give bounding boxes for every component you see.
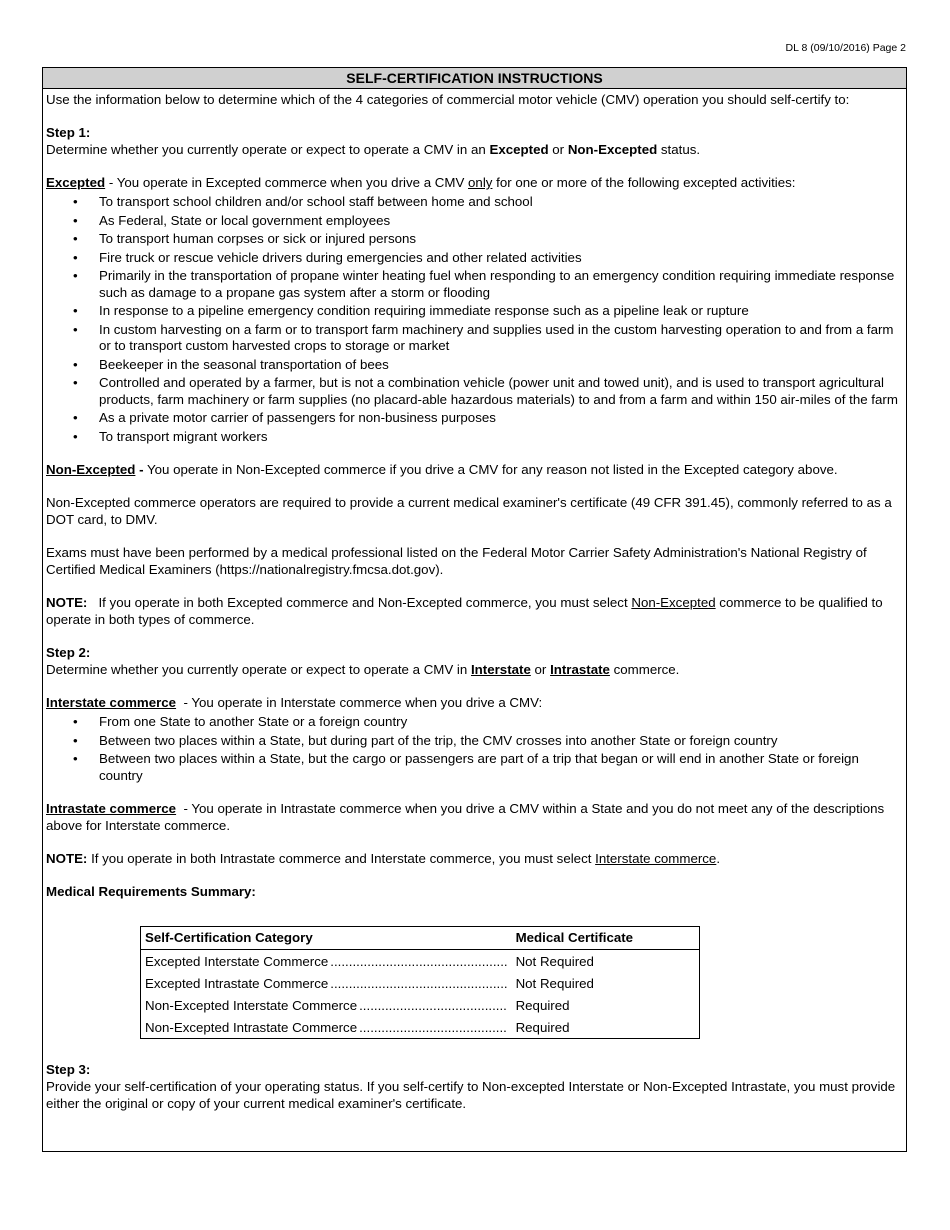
excepted-term: Excepted (46, 175, 106, 190)
list-item: • Between two places within a State, but during part of the trip, the CMV crosses into another State or foreign country (46, 733, 906, 750)
list-item: • Between two places within a State, but the cargo or passengers are part of a trip that began or will end in another State or foreign country (46, 751, 906, 784)
note-excepted: NOTE: If you operate in both Excepted commerce and Non-Excepted commerce, you must select Non-Excepted commerce to be qualified to operate in both types of commerce. (46, 595, 883, 627)
list-item: • From one State to another State or a foreign country (46, 714, 906, 731)
list-item: • Controlled and operated by a farmer, but is not a combination vehicle (power unit and towed unit), and is used to transport agricultural products, farm machinery or farm supplies (no placard-able hazardous materials) to and from a farm and within 150 air-miles of the farm (46, 375, 906, 408)
intrastate-definition: Intrastate commerce - You operate in Intrastate commerce when you drive a CMV within a State and you do not meet any of the descriptions above for Interstate commerce. (46, 801, 888, 833)
list-item: • Fire truck or rescue vehicle drivers during emergencies and other related activities (46, 250, 906, 267)
non-excepted-requirement: Non-Excepted commerce operators are required to provide a current medical examiner's certificate (49 CFR 391.45), commonly referred to as a DOT card, to DMV. (46, 495, 892, 527)
step2-heading: Step 2: (46, 645, 91, 660)
dot-leader (359, 1019, 507, 1036)
list-item: • In response to a pipeline emergency condition requiring immediate response such as a pipeline leak or rupture (46, 303, 906, 320)
dot-leader (330, 953, 507, 970)
list-item: • In custom harvesting on a farm or to transport farm machinery and supplies used in the custom harvesting operation to and from a farm or to transport custom harvested crops to storage or market (46, 322, 906, 355)
list-item: • Primarily in the transportation of propane winter heating fuel when responding to an emergency condition requiring immediate response such as damage to a propane gas system after a storm or flooding (46, 268, 906, 301)
step1-heading: Step 1: (46, 125, 91, 140)
registry-text: Exams must have been performed by a medical professional listed on the Federal Motor Carrier Safety Administration's National Registry of Certified Medical Examiners (https://nationalregistry.fmcsa.dot.gov). (46, 545, 867, 577)
certificate-cell: Required (515, 1020, 570, 1035)
step3-heading: Step 3: (46, 1062, 91, 1077)
category-cell (141, 950, 512, 973)
certificate-cell: Required (515, 998, 570, 1013)
column-header-category: Self-Certification Category (141, 927, 512, 950)
list-item: • To transport migrant workers (46, 429, 906, 446)
interstate-conditions-list (46, 714, 906, 784)
non-excepted-term: Non-Excepted (46, 462, 136, 477)
list-item: • Beekeeper in the seasonal transportation of bees (46, 357, 906, 374)
table-row (141, 1016, 700, 1039)
category-label: Non-Excepted Intrastate Commerce (145, 1020, 358, 1035)
dot-leader (359, 997, 507, 1014)
category-cell (141, 994, 512, 1016)
list-item: • As a private motor carrier of passengers for non-business purposes (46, 410, 906, 427)
excepted-activities-list (46, 194, 906, 445)
form-page-id: DL 8 (09/10/2016) Page 2 (785, 42, 906, 54)
column-header-certificate: Medical Certificate (512, 927, 700, 950)
instructions-content (43, 89, 906, 1112)
category-label: Excepted Interstate Commerce (145, 954, 329, 969)
interstate-definition: Interstate commerce - You operate in Interstate commerce when you drive a CMV: (46, 695, 543, 710)
intrastate-term: Intrastate commerce (46, 801, 177, 816)
list-item: • As Federal, State or local government employees (46, 213, 906, 230)
category-cell (141, 972, 512, 994)
intro-text: Use the information below to determine which of the 4 categories of commercial motor vehicle (CMV) operation you should self-certify to: (46, 92, 850, 107)
medical-requirements-table (140, 926, 700, 1039)
note-interstate: NOTE: If you operate in both Intrastate commerce and Interstate commerce, you must select Interstate commerce. (46, 851, 721, 866)
table-header-row (141, 927, 700, 950)
step1-text: Determine whether you currently operate or expect to operate a CMV in an Excepted or Non-Excepted status. (46, 142, 701, 157)
table-row (141, 950, 700, 973)
list-item: • To transport human corpses or sick or injured persons (46, 231, 906, 248)
category-label: Non-Excepted Interstate Commerce (145, 998, 358, 1013)
certificate-cell: Not Required (515, 976, 594, 991)
dot-leader (330, 975, 507, 992)
instructions-frame (42, 67, 907, 1152)
table-row (141, 972, 700, 994)
list-item: • To transport school children and/or school staff between home and school (46, 194, 906, 211)
excepted-definition: Excepted - You operate in Excepted commerce when you drive a CMV only for one or more of the following excepted activities: (46, 175, 796, 190)
step2-text: Determine whether you currently operate or expect to operate a CMV in Interstate or Intrastate commerce. (46, 662, 680, 677)
section-title: SELF-CERTIFICATION INSTRUCTIONS (43, 68, 906, 89)
category-label: Excepted Intrastate Commerce (145, 976, 329, 991)
step3-text: Provide your self-certification of your operating status. If you self-certify to Non-excepted Interstate or Non-Excepted Intrastate, you must provide either the original or copy of your current medical examiner's certificate. (46, 1079, 896, 1111)
interstate-term: Interstate commerce (46, 695, 177, 710)
category-cell (141, 1016, 512, 1039)
certificate-cell: Not Required (515, 954, 594, 969)
non-excepted-definition: Non-Excepted - You operate in Non-Excepted commerce if you drive a CMV for any reason not listed in the Excepted category above. (46, 462, 838, 477)
summary-heading: Medical Requirements Summary: (46, 884, 256, 899)
table-row (141, 994, 700, 1016)
